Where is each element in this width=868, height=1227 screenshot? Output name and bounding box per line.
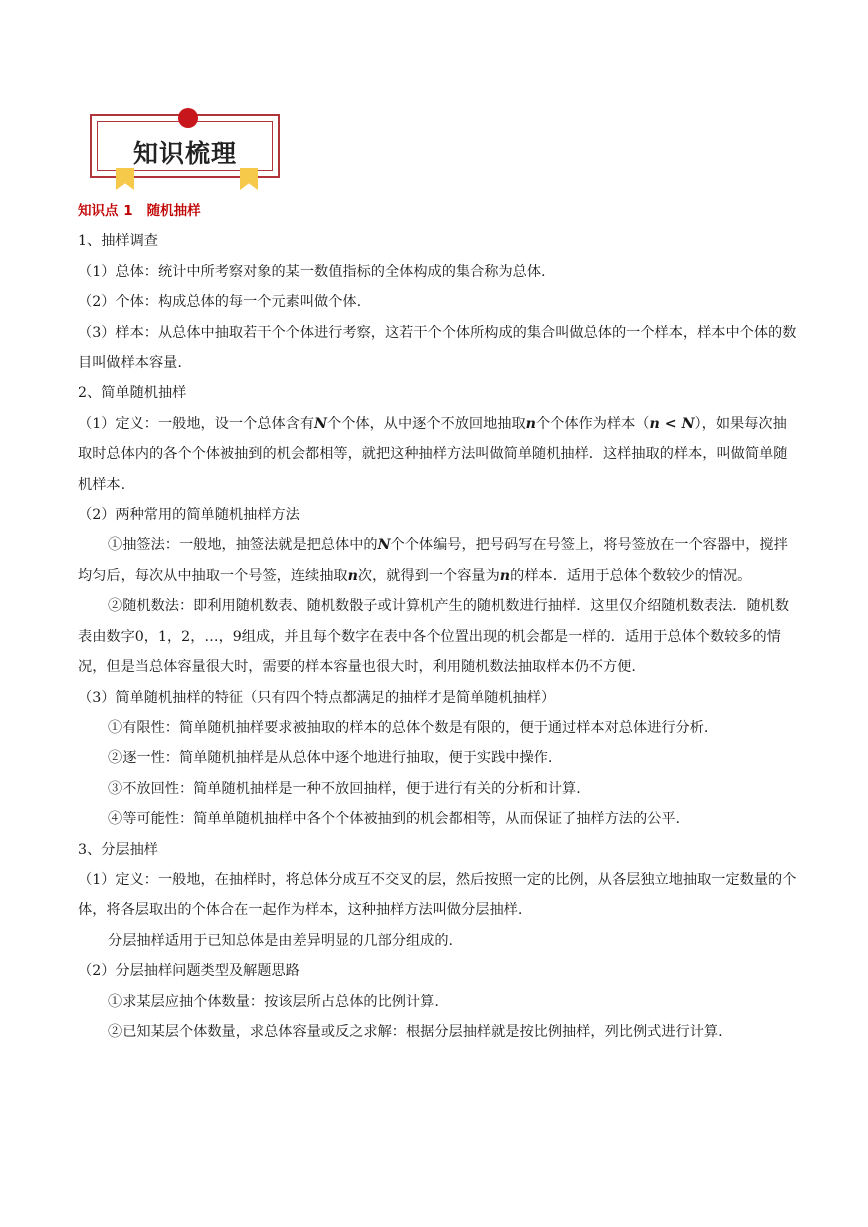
- para-feature-finite: ①有限性：简单随机抽样要求被抽取的样本的总体个数是有限的，便于通过样本对总体进行分析.: [108, 719, 709, 736]
- para-stratified-type-2: ②已知某层个体数量，求总体容量或反之求解：根据分层抽样就是按比例抽样，列比例式进行计算.: [108, 1023, 723, 1040]
- banner-title: 知识梳理: [132, 139, 237, 168]
- para-stratified-applicability: 分层抽样适用于已知总体是由差异明显的几部分组成的.: [108, 932, 454, 949]
- knowledge-point-topic: 随机抽样: [146, 203, 201, 219]
- para-individual: （2）个体：构成总体的每一个元素叫做个体.: [78, 294, 362, 311]
- para-lottery-method: ①抽签法：一般地，抽签法就是把总体中的N个个体编号，把号码写在号签上，将号签放在一个容器中，搅拌均匀后，每次从中抽取一个号签，连续抽取n次，就得到一个容量为n的样本．适用于总体个数较少的情况。: [78, 537, 788, 584]
- heading-srs-features: （3）简单随机抽样的特征（只有四个特点都满足的抽样才是简单随机抽样）: [78, 689, 556, 706]
- para-stratified-definition: （1）定义：一般地，在抽样时，将总体分成互不交叉的层，然后按照一定的比例，从各层独立地抽取一定数量的个体，将各层取出的个体合在一起作为样本，这种抽样方法叫做分层抽样.: [78, 871, 797, 919]
- para-feature-equal-probability: ④等可能性：简单单随机抽样中各个个体被抽到的机会都相等，从而保证了抽样方法的公平.: [108, 811, 681, 828]
- para-feature-no-replacement: ③不放回性：简单随机抽样是一种不放回抽样，便于进行有关的分析和计算.: [108, 780, 581, 797]
- para-population: （1）总体：统计中所考察对象的某一数值指标的全体构成的集合称为总体.: [78, 263, 546, 280]
- banner-red-dot: [178, 108, 198, 128]
- para-srs-definition: （1）定义：一般地，设一个总体含有N个个体，从中逐个不放回地抽取n个个体作为样本（n < N），如果每次抽取时总体内的各个个体被抽到的机会都相等，就把这种抽样方法叫做简单随机抽样．这样抽取的样本，叫做简单随机样本.: [78, 415, 788, 493]
- heading-sampling-survey: 1、抽样调查: [78, 233, 158, 250]
- para-random-number-method: ②随机数法：即利用随机数表、随机数骰子或计算机产生的随机数进行抽样．这里仅介绍随机数表法．随机数表由数字0，1，2，…，9组成，并且每个数字在表中各个位置出现的机会都是一样的．适用于总体个数较多的情况，但是当总体容量很大时，需要的样本容量也很大时，利用随机数法抽取样本仍不方便.: [78, 598, 790, 676]
- para-stratified-type-1: ①求某层应抽个体数量：按该层所占总体的比例计算.: [108, 993, 439, 1010]
- knowledge-point-label: 知识点 1: [78, 203, 133, 219]
- section-banner: [90, 110, 284, 194]
- para-sample: （3）样本：从总体中抽取若干个个体进行考察，这若干个个体所构成的集合叫做总体的一个样本，样本中个体的数目叫做样本容量.: [78, 324, 797, 372]
- heading-two-methods: （2）两种常用的简单随机抽样方法: [78, 507, 300, 524]
- heading-stratified-problem-types: （2）分层抽样问题类型及解题思路: [78, 963, 300, 980]
- heading-simple-random-sampling: 2、简单随机抽样: [78, 385, 187, 402]
- para-feature-one-by-one: ②逐一性：简单随机抽样是从总体中逐个地进行抽取，便于实践中操作.: [108, 750, 553, 767]
- knowledge-point-heading: [78, 196, 798, 226]
- ribbon-left-icon: [116, 168, 134, 190]
- heading-stratified-sampling: 3、分层抽样: [78, 841, 158, 858]
- document-body: [78, 196, 798, 1047]
- ribbon-right-icon: [240, 168, 258, 190]
